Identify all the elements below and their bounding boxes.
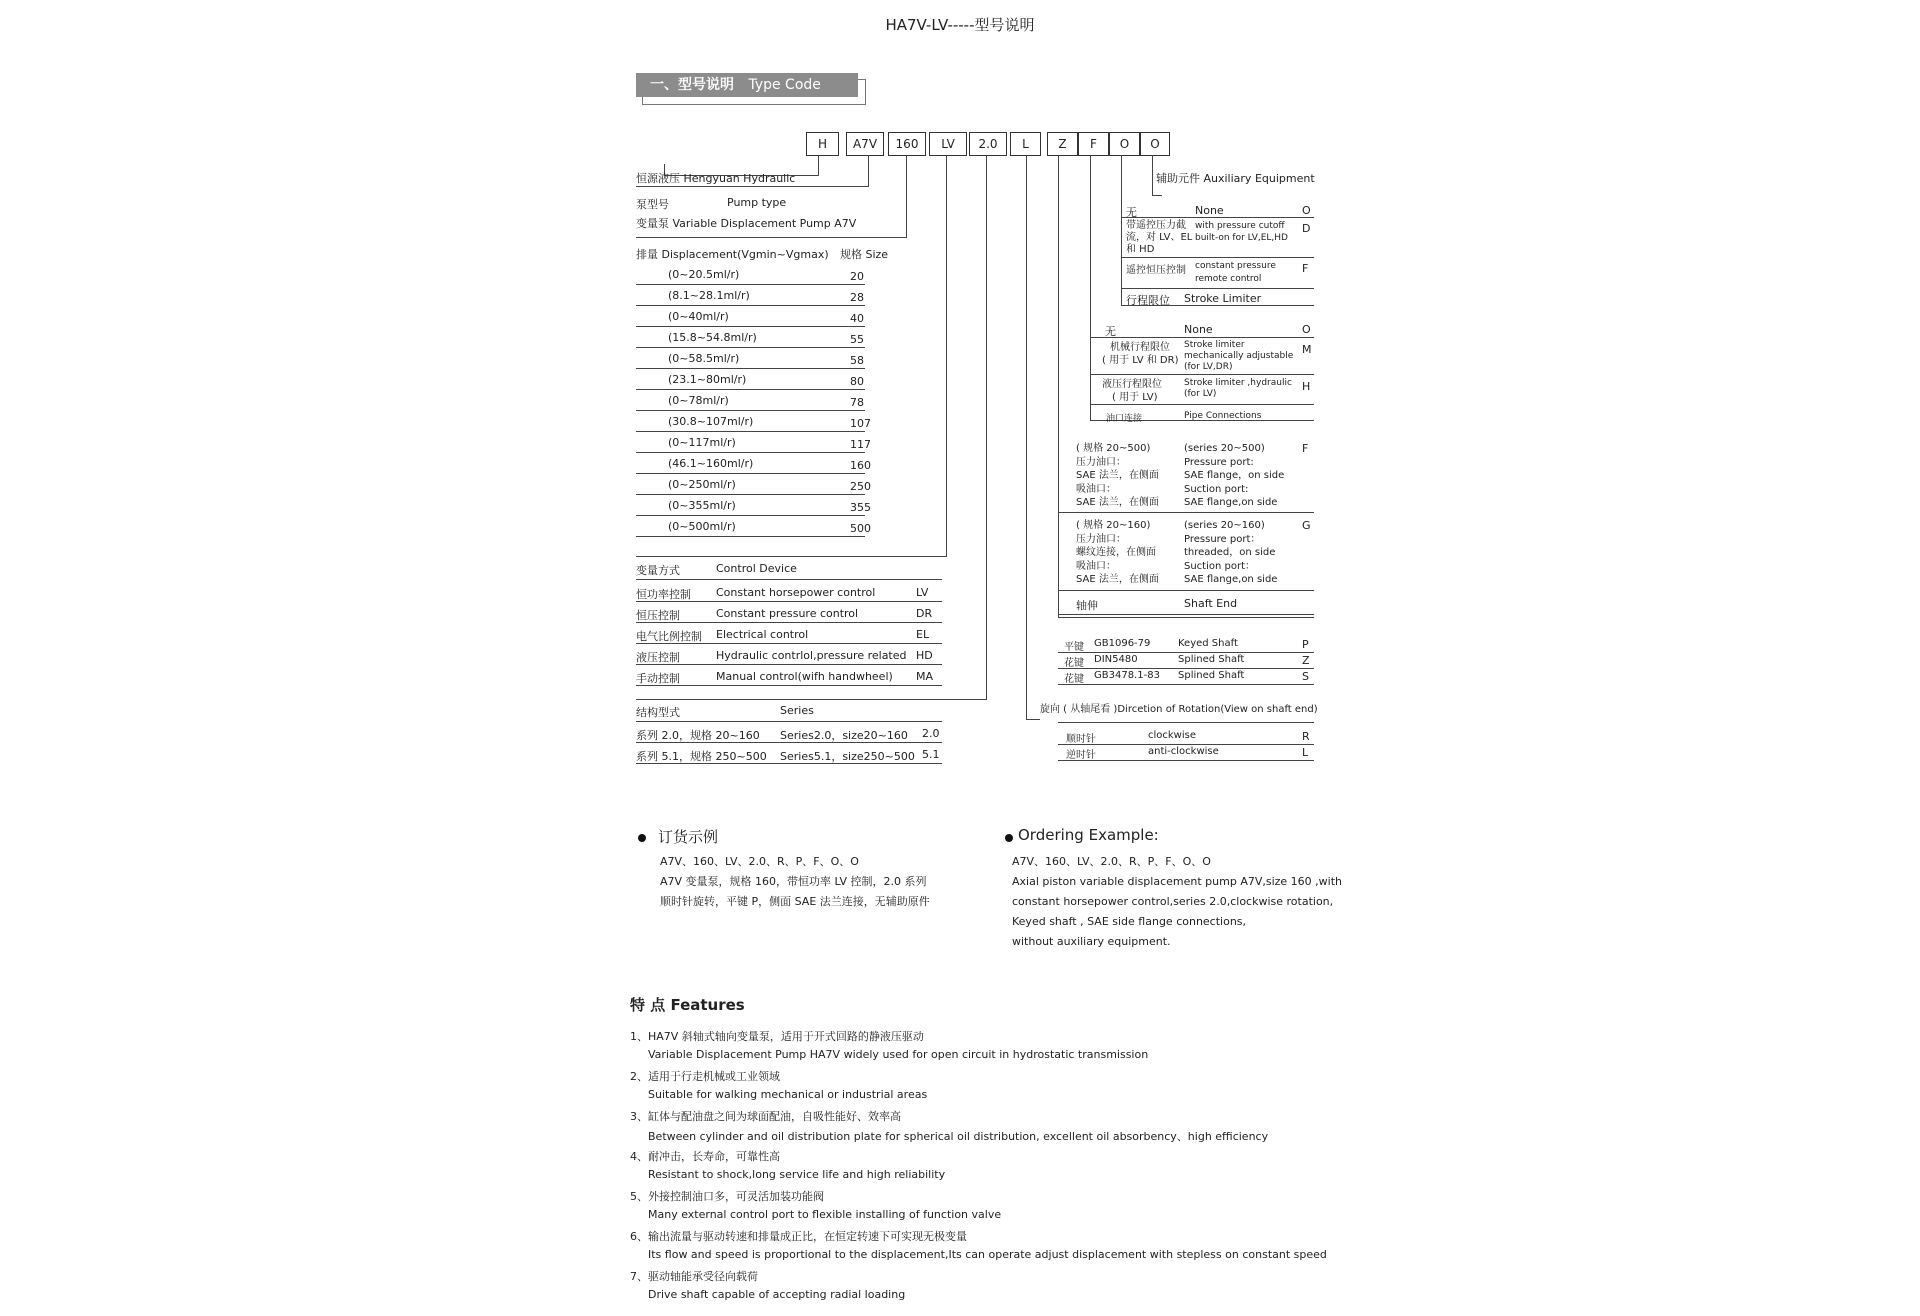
code-box: O — [1140, 132, 1170, 156]
series-en: Series5.1，size250~500 — [780, 750, 915, 763]
rotation-code: R — [1302, 730, 1310, 743]
displacement-size: 55 — [850, 333, 864, 346]
feature-cn: 2、适用于行走机械或工业领域 — [630, 1070, 780, 1083]
series-cn: 系列 2.0，规格 20~160 — [636, 729, 760, 742]
divider — [636, 622, 942, 623]
pipe-g-en: (series 20~160) Pressure port： threaded，on side Suction port： SAE flange,on side — [1184, 520, 1278, 585]
shaft-std: DIN5480 — [1094, 654, 1138, 665]
stroke-m-en: Stroke limiter mechanically adjustable (for LV,DR) — [1184, 340, 1294, 372]
rotation-en: clockwise — [1148, 730, 1197, 741]
feature-en: Drive shaft capable of accepting radial loading — [648, 1288, 906, 1301]
displacement-range: (8.1~28.1ml/r) — [668, 289, 750, 302]
aux-f-en: constant pressure remote control — [1195, 261, 1276, 284]
code-box: 160 — [888, 132, 926, 156]
stroke-m-cn: 机械行程限位 ( 用于 LV 和 DR) — [1102, 342, 1179, 366]
divider — [636, 389, 865, 390]
control-cn: 手动控制 — [636, 672, 680, 685]
control-en: Manual control(wifh handwheel) — [716, 670, 893, 683]
code-box: H — [806, 132, 839, 156]
control-cn: 恒压控制 — [636, 609, 680, 622]
divider — [636, 431, 865, 432]
shaft-en: Splined Shaft — [1178, 670, 1245, 681]
displacement-range: (0~20.5ml/r) — [668, 268, 740, 281]
displacement-size: 58 — [850, 354, 864, 367]
series-cn: 系列 5.1，规格 250~500 — [636, 750, 767, 763]
control-cn: 液压控制 — [636, 651, 680, 664]
control-en: Electrical control — [716, 628, 809, 641]
control-en: Constant horsepower control — [716, 586, 876, 599]
divider — [1058, 652, 1314, 653]
feature-en: Between cylinder and oil distribution plate for spherical oil distribution, excellent oil absorbency、high efficiency — [648, 1130, 1269, 1143]
displacement-header: 排量 Displacement(Vgmin~Vgmax) — [636, 248, 829, 261]
pipe-header-cn: 油口连接 — [1106, 414, 1143, 424]
pipe-g-code: G — [1302, 519, 1311, 532]
divider — [636, 601, 942, 602]
control-code: LV — [916, 586, 929, 599]
rotation-en: anti-clockwise — [1148, 746, 1219, 757]
feature-cn: 5、外接控制油口多，可灵活加装功能阀 — [630, 1190, 824, 1203]
divider — [1058, 614, 1314, 615]
pipe-f-code: F — [1302, 442, 1309, 455]
order-en-title: Ordering Example: — [1018, 826, 1159, 844]
shaft-code: P — [1302, 638, 1309, 651]
divider — [636, 452, 865, 453]
stroke-none-code: O — [1302, 323, 1311, 336]
pipe-header-en: Pipe Connections — [1184, 411, 1262, 421]
rotation-code: L — [1302, 746, 1309, 759]
displacement-size-header: 规格 Size — [840, 248, 889, 261]
control-cn: 恒功率控制 — [636, 588, 691, 601]
feature-cn: 4、耐冲击，长寿命，可靠性高 — [630, 1150, 780, 1163]
displacement-range: (23.1~80ml/r) — [668, 373, 747, 386]
stroke-h-cn: 液压行程限位 ( 用于 LV) — [1102, 379, 1162, 403]
displacement-size: 107 — [850, 417, 871, 430]
aux-none-cn: 无 — [1126, 206, 1137, 219]
series-code: 2.0 — [922, 727, 940, 740]
displacement-size: 28 — [850, 291, 864, 304]
feature-cn: 6、输出流量与驱动转速和排量成正比，在恒定转速下可实现无极变量 — [630, 1230, 967, 1243]
code-box: A7V — [846, 132, 884, 156]
aux-none-code: O — [1302, 204, 1311, 217]
stroke-m-code: M — [1302, 343, 1312, 356]
displacement-range: (0~40ml/r) — [668, 310, 729, 323]
stroke-header-en: Stroke Limiter — [1184, 292, 1262, 305]
divider — [636, 536, 865, 537]
divider — [636, 763, 942, 764]
bullet-icon — [638, 834, 646, 842]
divider — [1058, 684, 1314, 685]
shaft-en: Splined Shaft — [1178, 654, 1245, 665]
rotation-header: 旋向 ( 从轴尾看 )Dircetion of Rotation(View on shaft end) — [1040, 704, 1318, 715]
feature-en: Suitable for walking mechanical or industrial areas — [648, 1088, 928, 1101]
displacement-size: 78 — [850, 396, 864, 409]
divider — [636, 515, 865, 516]
divider — [636, 721, 942, 722]
page-title: HA7V-LV-----型号说明 — [885, 16, 1035, 34]
displacement-range: (46.1~160ml/r) — [668, 457, 754, 470]
bullet-icon — [1005, 834, 1013, 842]
divider — [636, 284, 865, 285]
code-box: LV — [929, 132, 967, 156]
control-code: EL — [916, 628, 930, 641]
pump-type-cn: 泵型号 — [636, 198, 669, 211]
feature-cn: 3、缸体与配油盘之间为球面配油，自吸性能好、效率高 — [630, 1110, 901, 1123]
pipe-f-en: (series 20~500) Pressure port: SAE flange，on side Suction port: SAE flange,on side — [1184, 443, 1285, 508]
divider — [636, 664, 942, 665]
shaft-header-en: Shaft End — [1184, 597, 1238, 610]
divider — [636, 685, 942, 686]
feature-cn: 7、驱动轴能承受径向载荷 — [630, 1270, 758, 1283]
divider — [1058, 722, 1314, 723]
shaft-std: GB1096-79 — [1094, 638, 1151, 649]
aux-f-code: F — [1302, 262, 1309, 275]
code-box: 2.0 — [969, 132, 1007, 156]
pump-type-en: Pump type — [727, 196, 787, 209]
series-code: 5.1 — [922, 748, 940, 761]
order-en-body: A7V、160、LV、2.0、R、P、F、O、O Axial piston variable displacement pump A7V,size 160 ,with constant horsepower control,series 2.0,clockwise rotation, Keyed shaft , SAE side flange connections, without auxiliary equipment. — [1012, 855, 1343, 948]
order-cn-title: 订货示例 — [658, 828, 719, 846]
shaft-en: Keyed Shaft — [1178, 638, 1238, 649]
aux-d-en: with pressure cutoff built-on for LV,EL,HD — [1195, 221, 1288, 243]
pipe-g-cn: ( 规格 20~160) 压力油口： 螺纹连接，在侧面 吸油口： SAE 法兰，在侧面 — [1076, 520, 1159, 585]
control-cn: 电气比例控制 — [636, 630, 702, 643]
control-en: Constant pressure control — [716, 607, 859, 620]
divider — [636, 368, 865, 369]
displacement-size: 80 — [850, 375, 864, 388]
section-tab — [636, 73, 858, 97]
control-code: DR — [916, 607, 933, 620]
feature-en: Variable Displacement Pump HA7V widely used for open circuit in hydrostatic transmission — [648, 1048, 1149, 1061]
displacement-range: (0~250ml/r) — [668, 478, 736, 491]
aux-none-en: None — [1195, 204, 1224, 217]
features-title: 特 点 Features — [630, 996, 745, 1014]
variable-pump-label: 变量泵 Variable Displacement Pump A7V — [636, 217, 857, 230]
displacement-range: (0~500ml/r) — [668, 520, 736, 533]
control-code: HD — [916, 649, 933, 662]
displacement-size: 355 — [850, 501, 871, 514]
code-box: L — [1010, 132, 1041, 156]
control-code: MA — [916, 670, 934, 683]
displacement-size: 160 — [850, 459, 871, 472]
feature-en: Its flow and speed is proportional to the displacement,Its can operate adjust displacement with stepless on constant speed — [648, 1248, 1327, 1261]
section-label-en: Type Code — [748, 77, 821, 93]
shaft-code: Z — [1302, 654, 1310, 667]
stroke-header-cn: 行程限位 — [1126, 294, 1170, 307]
shaft-code: S — [1302, 670, 1309, 683]
feature-en: Resistant to shock,long service life and high reliability — [648, 1168, 946, 1181]
feature-en: Many external control port to flexible installing of function valve — [648, 1208, 1002, 1221]
code-box: F — [1078, 132, 1109, 156]
stroke-h-code: H — [1302, 380, 1311, 393]
stroke-none-en: None — [1184, 323, 1213, 336]
divider — [636, 643, 942, 644]
displacement-size: 40 — [850, 312, 864, 325]
aux-d-code: D — [1302, 222, 1311, 235]
displacement-size: 250 — [850, 480, 871, 493]
hengyuan-label: 恒源液压 Hengyuan Hydraulic — [636, 172, 796, 185]
displacement-range: (0~117ml/r) — [668, 436, 736, 449]
aux-f-cn: 遥控恒压控制 — [1126, 265, 1186, 276]
divider — [636, 410, 865, 411]
code-box: O — [1109, 132, 1140, 156]
displacement-range: (0~355ml/r) — [668, 499, 736, 512]
series-header-en: Series — [780, 704, 814, 717]
shaft-std: GB3478.1-83 — [1094, 670, 1160, 681]
rotation-cn: 逆时针 — [1066, 750, 1096, 761]
divider — [636, 494, 865, 495]
displacement-range: (0~78ml/r) — [668, 394, 729, 407]
feature-cn: 1、HA7V 斜轴式轴向变量泵，适用于开式回路的静液压驱动 — [630, 1030, 924, 1043]
control-en: Hydraulic contrlol,pressure related — [716, 649, 907, 662]
section-label-cn: 一、型号说明 — [650, 77, 734, 93]
divider — [1058, 668, 1314, 669]
divider — [636, 579, 942, 580]
control-header-en: Control Device — [716, 562, 797, 575]
shaft-cn: 平键 — [1064, 642, 1084, 653]
divider — [636, 473, 865, 474]
divider — [1058, 744, 1314, 745]
divider — [636, 742, 942, 743]
divider — [1058, 760, 1314, 761]
divider — [636, 326, 865, 327]
control-header-cn: 变量方式 — [636, 564, 680, 577]
displacement-size: 500 — [850, 522, 871, 535]
shaft-cn: 花键 — [1064, 658, 1084, 669]
aux-d-cn: 带遥控压力截 流，对 LV、EL 和 HD — [1126, 220, 1193, 255]
displacement-size: 117 — [850, 438, 871, 451]
pipe-f-cn: ( 规格 20~500) 压力油口： SAE 法兰，在侧面 吸油口： SAE 法兰，在侧面 — [1076, 443, 1159, 508]
aux-header: 辅助元件 Auxiliary Equipment — [1156, 172, 1315, 185]
series-header-cn: 结构型式 — [636, 706, 680, 719]
rotation-cn: 顺时针 — [1066, 734, 1096, 745]
divider — [636, 305, 865, 306]
series-en: Series2.0，size20~160 — [780, 729, 908, 742]
stroke-h-en: Stroke limiter ,hydraulic (for LV) — [1184, 378, 1292, 399]
displacement-range: (30.8~107ml/r) — [668, 415, 754, 428]
displacement-range: (15.8~54.8ml/r) — [668, 331, 757, 344]
code-box: Z — [1047, 132, 1078, 156]
displacement-range: (0~58.5ml/r) — [668, 352, 740, 365]
shaft-cn: 花键 — [1064, 674, 1084, 685]
shaft-header-cn: 轴伸 — [1076, 599, 1098, 612]
displacement-size: 20 — [850, 270, 864, 283]
order-cn-body: A7V、160、LV、2.0、R、P、F、O、O A7V 变量泵，规格 160，带恒功率 LV 控制，2.0 系列 顺时针旋转，平键 P，侧面 SAE 法兰连接，无辅助原件 — [660, 855, 930, 908]
stroke-none-cn: 无 — [1105, 325, 1116, 338]
divider — [636, 347, 865, 348]
